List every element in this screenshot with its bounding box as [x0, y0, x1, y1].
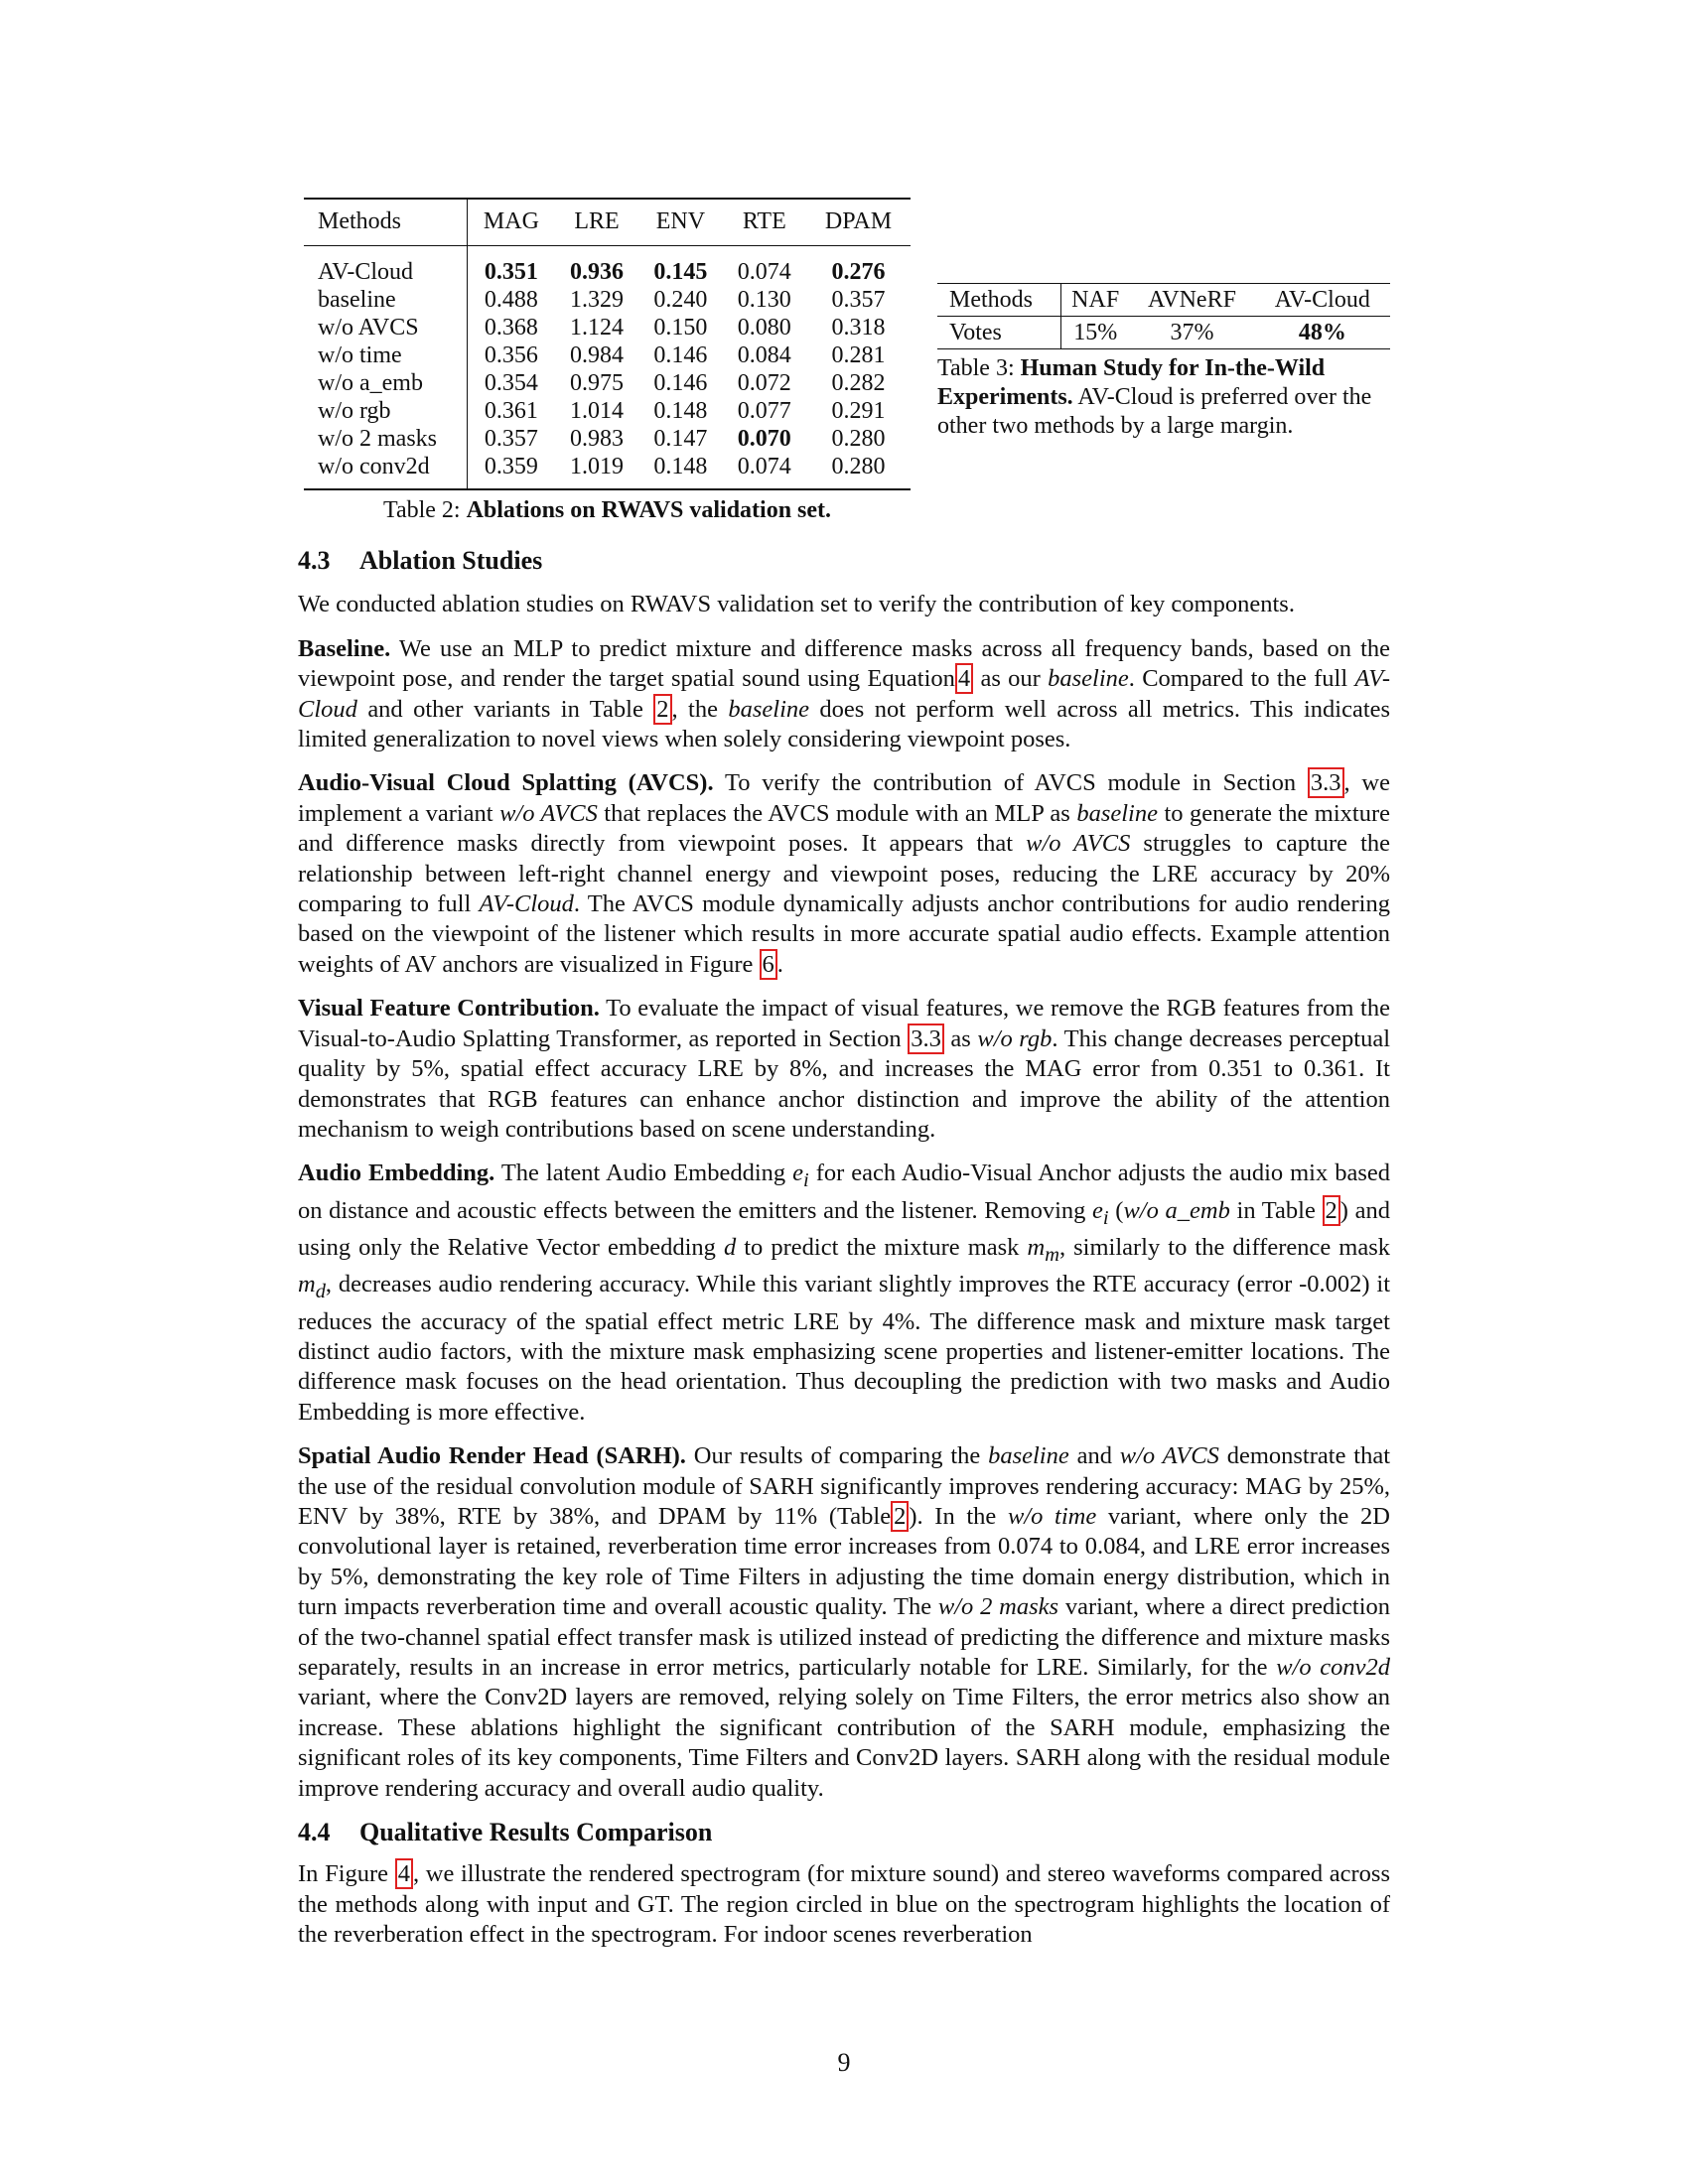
text-span: AV-Cloud — [479, 890, 574, 918]
text-span: variant, where the Conv2D layers are removed, relying solely on Time Filters, the error metrics also show an increase. These ablations highlight the significant contribution of the SARH module, emphasizing the significant roles of its key components, Time Filters and Conv2D layers. SARH along with the residual module improve rendering accuracy and overall audio quality. — [298, 1684, 1390, 1802]
value-cell: 0.280 — [831, 454, 886, 479]
text-span: struggles to capture the relationship between left-right channel energy and viewpoint poses, reducing the LRE accuracy by 20% comparing to full — [298, 830, 1391, 918]
text-span: in Table — [1236, 1196, 1316, 1224]
math-sub: m — [1045, 1243, 1059, 1266]
caption-title: Human Study for In-the-Wild Experiments. — [937, 355, 1326, 410]
value-cell: 0.356 — [484, 342, 538, 368]
caption-label: Table 2: — [382, 497, 461, 523]
value-cell: 0.074 — [737, 454, 791, 479]
method-cell: baseline — [304, 286, 468, 314]
paragraph-visual — [298, 994, 1390, 1145]
value-cell: 0.351 — [484, 259, 538, 285]
table-3-caption — [937, 354, 1394, 441]
value-cell: 0.276 — [831, 259, 886, 285]
value-cell: 0.354 — [484, 370, 538, 396]
method-cell: w/o a_emb — [304, 369, 468, 397]
table-ref-link[interactable]: 2 — [1323, 1195, 1340, 1226]
value-cell: 0.070 — [737, 426, 791, 452]
value-cell: 1.329 — [570, 287, 625, 313]
text-span: . This change decreases perceptual quality by 5%, spatial effect accuracy LRE by 8%, and increases the MAG error from 0.351 to 0.361. It demonstrates that RGB features can enhance anchor distinction and improve the ability of the attention mechanism to weigh contributions based on scene understanding. — [298, 1024, 1391, 1143]
table-2 — [304, 198, 911, 490]
math-e: e — [792, 1160, 804, 1187]
value-cell: 0.150 — [653, 315, 708, 341]
math-m: m — [1027, 1233, 1046, 1261]
text-span: to predict the mixture mask — [744, 1233, 1020, 1261]
figure-ref-link[interactable]: 4 — [395, 1858, 413, 1889]
value-cell: 0.084 — [737, 342, 791, 368]
value-cell: 0.291 — [831, 398, 886, 424]
value-cell: 0.072 — [737, 370, 791, 396]
table-row — [304, 246, 911, 287]
value-cell: 0.357 — [831, 287, 886, 313]
table-header-row — [304, 199, 911, 246]
text-span: Our results of comparing the — [693, 1442, 981, 1470]
ablation-table — [304, 198, 911, 490]
body-text — [298, 546, 1390, 1965]
table-row — [304, 453, 911, 489]
paragraph-title: Visual Feature Contribution. — [298, 995, 600, 1023]
text-span: , the — [671, 695, 718, 723]
value-cell: 0.361 — [484, 398, 538, 424]
table-row — [304, 286, 911, 314]
header-mag: MAG — [468, 199, 555, 246]
math-symbol — [1027, 1233, 1059, 1266]
text-span: as — [950, 1024, 971, 1052]
table-row — [304, 425, 911, 453]
header-lre: LRE — [555, 199, 638, 246]
text-span: as our — [980, 665, 1041, 693]
text-span: does not perform well across all metrics. This indicates limited generalization to novel views when solely considering viewpoint poses. — [298, 695, 1391, 753]
paragraph-baseline — [298, 634, 1390, 755]
header-avnerf: AVNeRF — [1129, 284, 1254, 317]
header-rte: RTE — [723, 199, 806, 246]
paragraph-title: Baseline. — [298, 634, 391, 662]
text-span: , we illustrate the rendered spectrogram (for mixture sound) and stereo waveforms compared across the methods along with input and GT. The region circled in blue on the spectrogram highlights the location of the reverberation effect in the spectrogram. For indoor scenes reverberation — [298, 1860, 1390, 1949]
text-span: , we implement a variant — [298, 769, 1390, 827]
section-heading — [298, 546, 1390, 576]
value-cell: 0.936 — [570, 259, 625, 285]
value-cell: 0.146 — [653, 370, 708, 396]
equation-ref-link[interactable]: 4 — [955, 663, 973, 694]
table-row — [304, 341, 911, 369]
value-cell: 0.074 — [737, 259, 791, 285]
value-cell: 0.488 — [484, 287, 538, 313]
text-span: . The AVCS module dynamically adjusts anchor contributions for audio rendering based on the viewpoint of the listener which results in more accurate spatial audio effects. Example attention weights of AV anchors are visualized in Figure — [298, 890, 1390, 978]
paragraph-sarh — [298, 1441, 1390, 1804]
text-span: w/o AVCS — [1026, 830, 1131, 858]
section-number: 4.4 — [298, 1818, 331, 1846]
paragraph-avcs — [298, 768, 1390, 980]
header-env: ENV — [638, 199, 722, 246]
text-span: . Compared to the full — [1128, 665, 1348, 693]
text-span: w/o conv2d — [1276, 1653, 1390, 1681]
caption-label: Table 3: — [937, 355, 1015, 381]
math-symbol: a_emb — [1165, 1196, 1230, 1224]
value-cell: 0.359 — [484, 454, 538, 479]
text-span: that replaces the AVCS module with an MLP as — [604, 799, 1070, 827]
value-cell: 0.975 — [570, 370, 625, 396]
header-methods: Methods — [304, 199, 468, 246]
header-naf: NAF — [1061, 284, 1130, 317]
table-header-row — [937, 284, 1390, 317]
table-row — [304, 369, 911, 397]
table-3 — [937, 283, 1390, 349]
text-span: demonstrate that the use of the residual convolution module of SARH significantly improves rendering accuracy: MAG by 25%, ENV by 38%, RTE by 38%, and DPAM by 11% (Table — [298, 1442, 1391, 1530]
value-cell: 0.281 — [831, 342, 886, 368]
text-span: In Figure — [298, 1860, 389, 1888]
table-row — [304, 314, 911, 341]
text-span: To verify the contribution of AVCS module in Section — [724, 769, 1297, 797]
paragraph-title: Spatial Audio Render Head (SARH). — [298, 1442, 686, 1470]
text-span: , similarly to the difference mask — [1058, 1233, 1390, 1261]
header-avcloud: AV-Cloud — [1255, 284, 1390, 317]
caption-title: Ablations on RWAVS validation set. — [466, 497, 832, 523]
section-heading — [298, 1818, 1390, 1847]
value-cell: 48% — [1298, 320, 1346, 345]
paragraph-intro: We conducted ablation studies on RWAVS validation set to verify the contribution of key components. — [298, 591, 1295, 618]
text-span: w/o AVCS — [1119, 1442, 1219, 1470]
paragraph-title: Audio-Visual Cloud Splatting (AVCS). — [298, 769, 714, 797]
text-span: w/o rgb — [977, 1024, 1053, 1052]
text-span: , decreases audio rendering accuracy. While this variant slightly improves the RTE accuracy (error -0.002) it reduces the accuracy of the spatial effect metric LRE by 4%. The difference mask and mixture mask target distinct audio factors, with the mixture mask emphasizing scene properties and listener-emitter locations. The difference mask focuses on the head orientation. Thus decoupling the prediction with two masks and Audio Embedding is more effective. — [298, 1271, 1390, 1426]
table-ref-link[interactable]: 2 — [653, 694, 671, 725]
value-cell: 0.240 — [653, 287, 708, 313]
value-cell: 0.357 — [484, 426, 538, 452]
text-span: ( — [1115, 1196, 1124, 1224]
math-symbol — [298, 1271, 326, 1303]
text-span: ). In the — [909, 1502, 997, 1530]
math-sub: i — [1102, 1206, 1109, 1229]
value-cell: 0.983 — [570, 426, 625, 452]
text-span: and — [1076, 1442, 1112, 1470]
text-span: w/o — [1123, 1196, 1159, 1224]
value-cell: 15% — [1073, 320, 1118, 345]
math-symbol — [1092, 1196, 1109, 1229]
value-cell: 0.146 — [653, 342, 708, 368]
value-cell: 0.282 — [831, 370, 886, 396]
text-span: AV-Cloud — [298, 665, 1390, 723]
header-dpam: DPAM — [806, 199, 911, 246]
section-ref-link[interactable]: 3.3 — [1308, 767, 1344, 798]
value-cell: 37% — [1170, 320, 1214, 345]
text-span: baseline — [988, 1442, 1069, 1470]
text-span: and other variants in Table — [367, 695, 643, 723]
paragraph-audio-embedding — [298, 1159, 1390, 1428]
value-cell: 0.368 — [484, 315, 538, 341]
value-cell: 0.280 — [831, 426, 886, 452]
method-cell: w/o conv2d — [304, 453, 468, 489]
text-span: baseline — [1076, 799, 1158, 827]
table-2-caption — [304, 497, 911, 524]
value-cell: 0.080 — [737, 315, 791, 341]
figure-ref-link[interactable]: 6 — [760, 949, 777, 980]
value-cell: 0.077 — [737, 398, 791, 424]
page-number: 9 — [837, 2048, 851, 2077]
value-cell: 0.318 — [831, 315, 886, 341]
text-span: w/o AVCS — [499, 799, 598, 827]
section-title: Ablation Studies — [359, 546, 543, 575]
value-cell: 1.014 — [570, 398, 625, 424]
text-span: w/o 2 masks — [937, 1593, 1059, 1621]
method-cell: w/o rgb — [304, 397, 468, 425]
value-cell: 0.148 — [653, 398, 708, 424]
math-symbol: d — [723, 1233, 737, 1261]
section-ref-link[interactable]: 3.3 — [908, 1024, 944, 1054]
header-methods: Methods — [937, 284, 1061, 317]
value-cell: 0.147 — [653, 426, 708, 452]
paragraph-title: Audio Embedding. — [298, 1160, 495, 1187]
math-m: m — [298, 1271, 316, 1298]
method-cell: w/o time — [304, 341, 468, 369]
text-span: To evaluate the impact of visual features, we remove the RGB features from the Visual-to-Audio Splatting Transformer, as reported in Section — [298, 995, 1390, 1052]
caption-text: AV-Cloud is preferred over the other two methods by a large margin. — [937, 384, 1372, 439]
text-span: variant, where only the 2D convolutional layer is retained, reverberation time error increases from 0.074 to 0.084, and LRE error increases by 5%, demonstrating the key role of Time Filters in adjusting the time domain energy distribution, which in turn impacts reverberation time and overall acoustic quality. The — [298, 1502, 1391, 1621]
table-row — [304, 397, 911, 425]
math-symbol — [792, 1160, 809, 1192]
human-study-table — [937, 283, 1390, 349]
text-span: baseline — [728, 695, 810, 723]
method-cell: w/o 2 masks — [304, 425, 468, 453]
section-title: Qualitative Results Comparison — [359, 1818, 713, 1846]
text-span: . — [776, 950, 783, 978]
table-ref-link[interactable]: 2 — [891, 1501, 909, 1532]
text-span: to generate the mixture and difference masks directly from viewpoint poses. It appears that — [298, 799, 1391, 858]
math-sub: i — [803, 1169, 809, 1192]
text-span: for each Audio-Visual Anchor adjusts the audio mix based on distance and acoustic effects between the emitters and the listener. Removing — [298, 1160, 1390, 1224]
math-e: e — [1092, 1196, 1103, 1224]
value-cell: 1.019 — [570, 454, 625, 479]
text-span: The latent Audio Embedding — [500, 1160, 786, 1187]
method-cell: Votes — [937, 317, 1061, 349]
math-sub: d — [315, 1281, 326, 1303]
method-cell: w/o AVCS — [304, 314, 468, 341]
value-cell: 0.984 — [570, 342, 625, 368]
text-span: variant, where a direct prediction of the two-channel spatial effect transfer mask is utilized instead of predicting the difference and mixture masks separately, results in an increase in error metrics, particularly notable for LRE. Similarly, for the — [298, 1593, 1391, 1681]
paragraph-qualitative — [298, 1859, 1390, 1950]
text-span: baseline — [1048, 665, 1129, 693]
value-cell: 0.148 — [653, 454, 708, 479]
table-row — [937, 317, 1390, 349]
value-cell: 0.130 — [737, 287, 791, 313]
text-span: ) and using only the Relative Vector embedding — [298, 1196, 1391, 1261]
text-span: w/o time — [1007, 1502, 1097, 1530]
value-cell: 1.124 — [570, 315, 625, 341]
text-span: We use an MLP to predict mixture and difference masks across all frequency bands, based on the viewpoint pose, and render the target spatial sound using Equation — [298, 634, 1390, 693]
method-cell: AV-Cloud — [304, 246, 468, 287]
section-number: 4.3 — [298, 546, 331, 575]
value-cell: 0.145 — [653, 259, 708, 285]
